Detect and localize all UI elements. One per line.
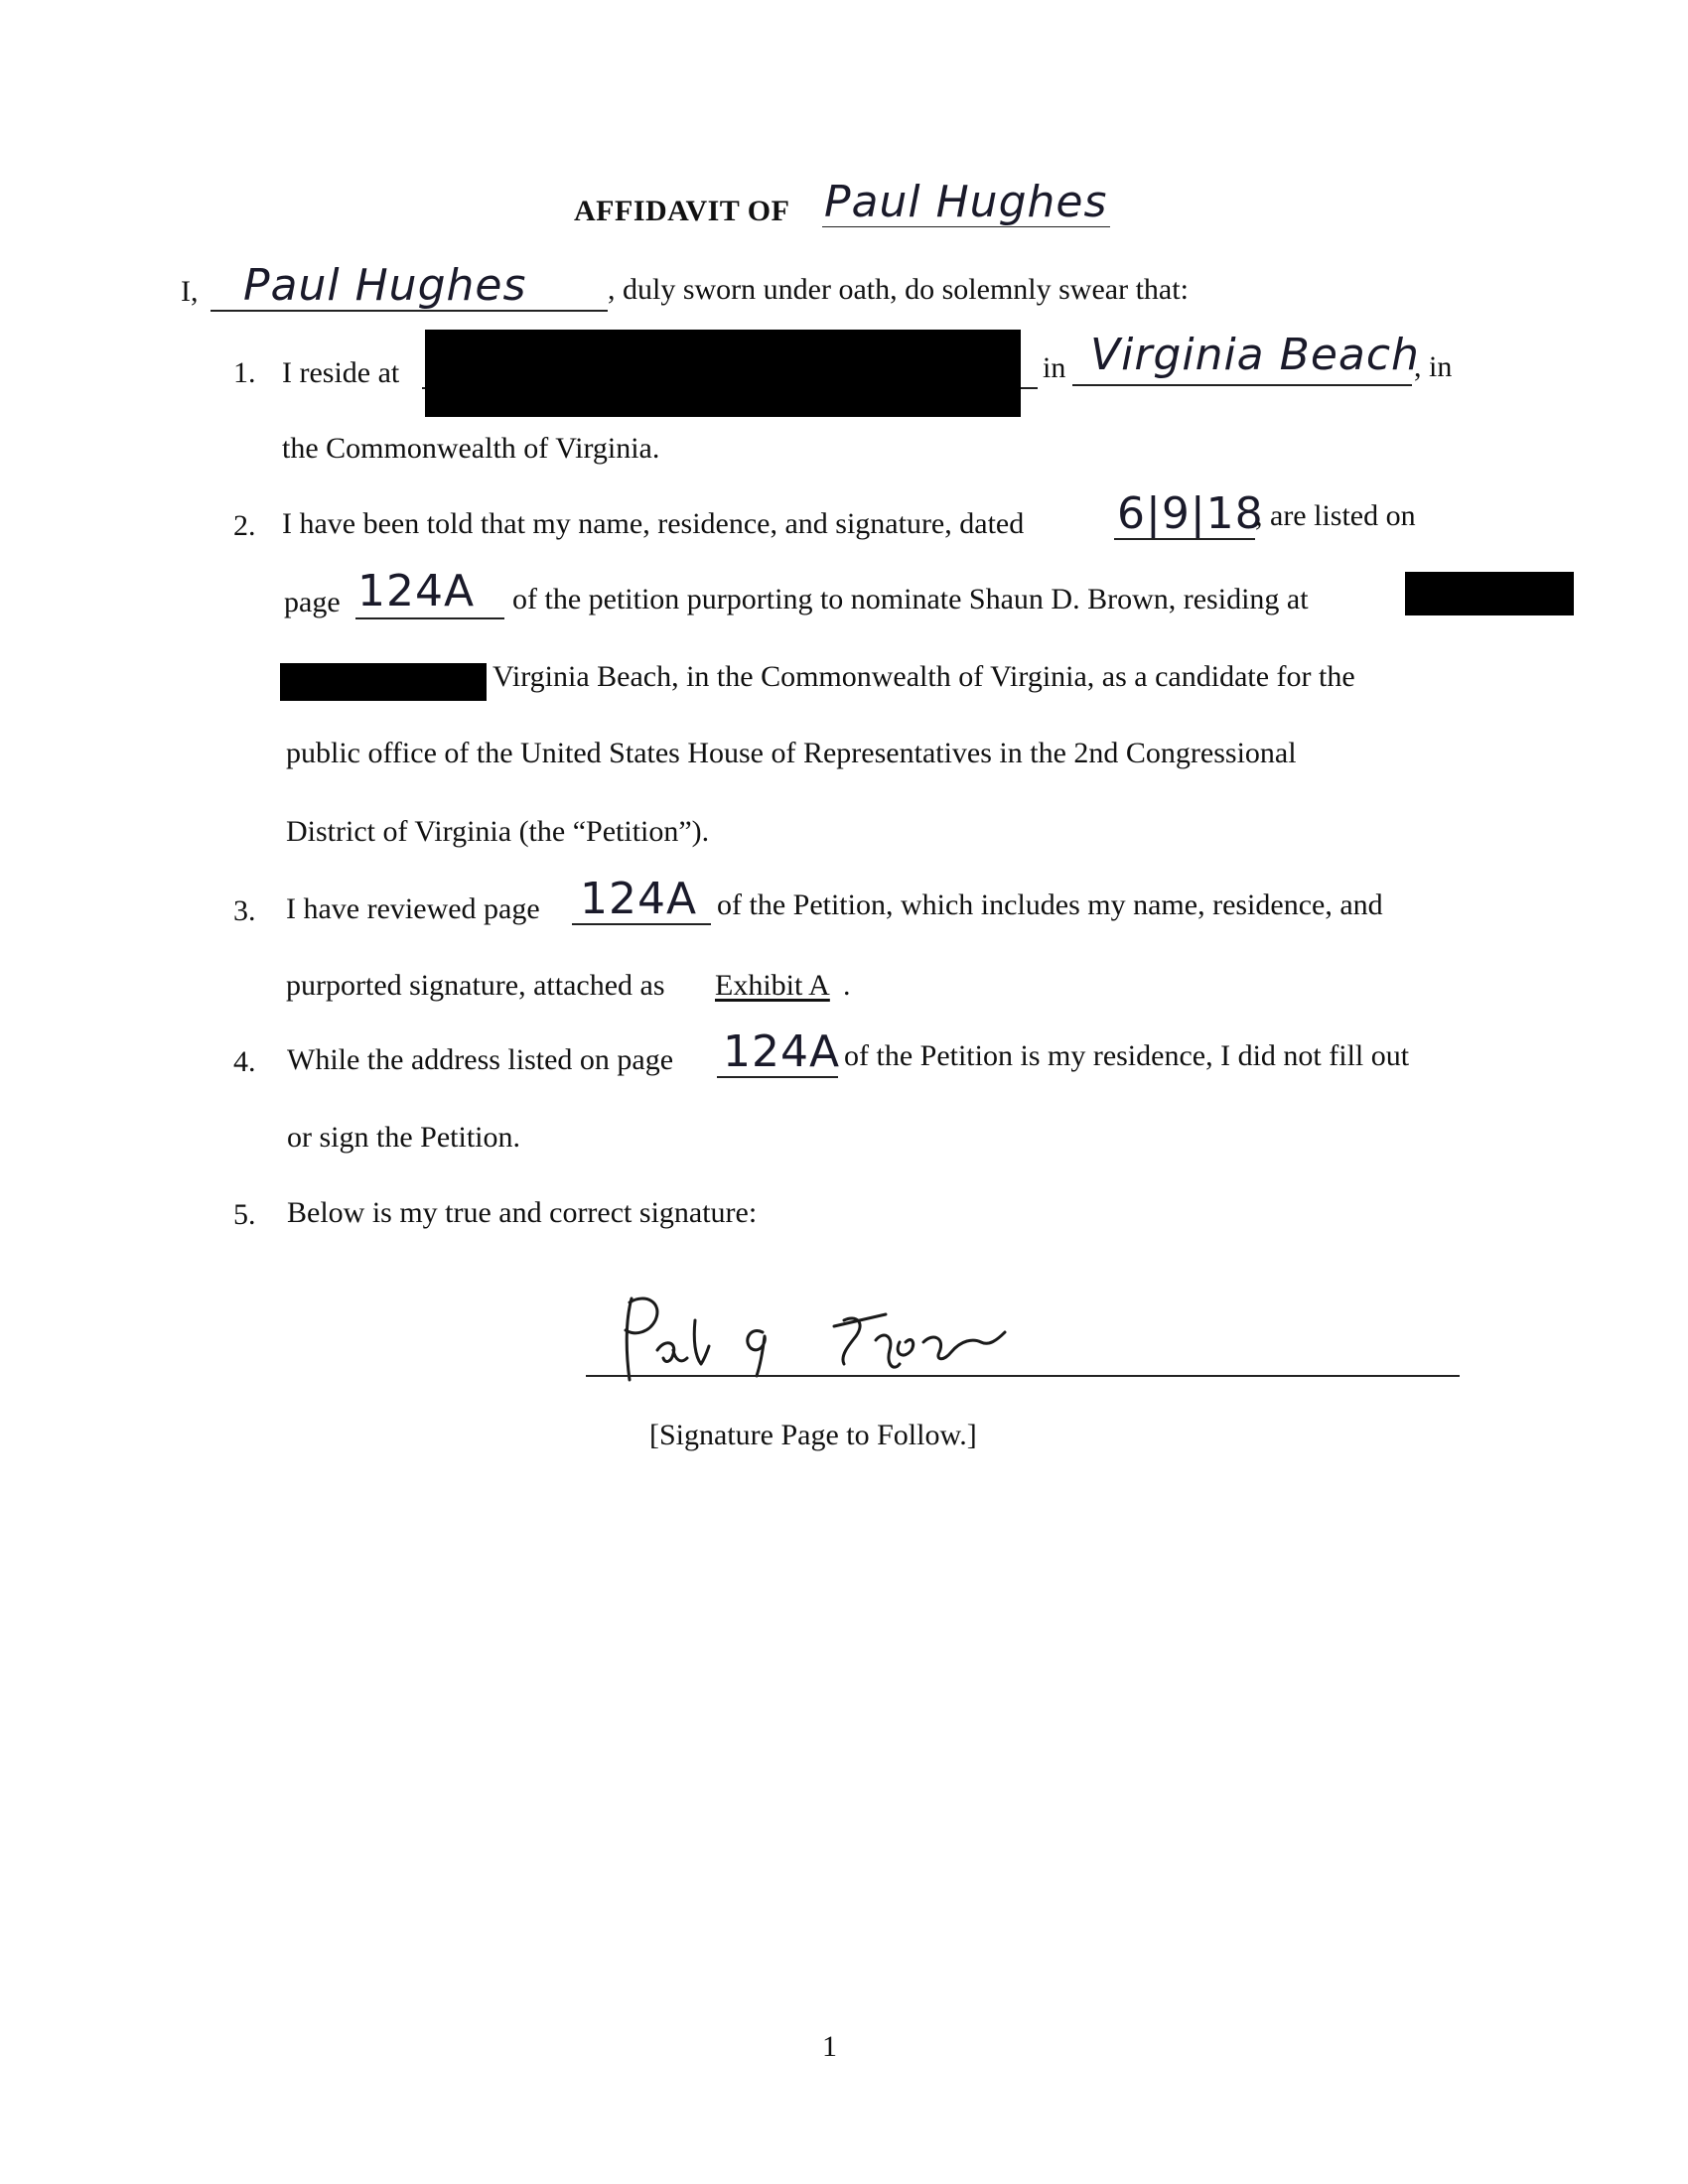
redacted-candidate-address-1 bbox=[1405, 572, 1574, 615]
item-2-number: 2. bbox=[233, 509, 256, 542]
item-2-date-underline bbox=[1114, 538, 1255, 540]
item-4-handwritten-page: 124A bbox=[723, 1026, 841, 1077]
item-1-text-b: in bbox=[1043, 351, 1066, 384]
item-2-handwritten-page: 124A bbox=[357, 566, 476, 616]
intro-handwritten-name: Paul Hughes bbox=[243, 260, 527, 311]
item-2-text-d: of the petition purporting to nominate Shaun D. Brown, residing at bbox=[512, 583, 1309, 615]
signature-note: [Signature Page to Follow.] bbox=[649, 1419, 977, 1451]
item-4-text-c: or sign the Petition. bbox=[287, 1121, 520, 1154]
affidavit-title: AFFIDAVIT OF bbox=[574, 195, 790, 227]
item-2-text-e: Virginia Beach, in the Commonwealth of Virginia, as a candidate for the bbox=[492, 660, 1355, 693]
item-2-text-a: I have been told that my name, residence, and signature, dated bbox=[282, 507, 1025, 540]
item-4-number: 4. bbox=[233, 1045, 256, 1078]
item-2-text-b: , are listed on bbox=[1255, 499, 1416, 532]
signature-line bbox=[586, 1375, 1460, 1377]
item-3-page-underline bbox=[572, 923, 711, 925]
item-1-city-underline bbox=[1072, 384, 1412, 386]
item-2-text-c: page bbox=[284, 586, 341, 618]
item-3-exhibit-reference: Exhibit A bbox=[715, 969, 830, 1002]
title-name-underline bbox=[822, 226, 1110, 227]
intro-name-underline bbox=[211, 310, 608, 312]
item-1-number: 1. bbox=[233, 356, 256, 389]
redacted-address bbox=[425, 330, 1021, 417]
redacted-candidate-address-2 bbox=[280, 663, 487, 701]
handwritten-signature bbox=[596, 1281, 1033, 1390]
item-3-text-a: I have reviewed page bbox=[286, 892, 540, 925]
item-4-text-b: of the Petition is my residence, I did not fill out bbox=[844, 1039, 1410, 1072]
item-1-handwritten-city: Virginia Beach bbox=[1090, 330, 1420, 380]
item-5-number: 5. bbox=[233, 1198, 256, 1231]
item-5-text-a: Below is my true and correct signature: bbox=[287, 1196, 758, 1229]
item-3-handwritten-page: 124A bbox=[580, 874, 698, 924]
item-1-text-a: I reside at bbox=[282, 356, 400, 389]
item-2-text-g: District of Virginia (the “Petition”). bbox=[286, 815, 710, 848]
item-3-text-d: . bbox=[843, 969, 851, 1002]
item-1-text-c: , in bbox=[1414, 350, 1453, 383]
item-3-number: 3. bbox=[233, 894, 256, 927]
page-number: 1 bbox=[822, 2030, 837, 2063]
intro-lead: I, bbox=[181, 275, 199, 308]
item-3-text-b: of the Petition, which includes my name, residence, and bbox=[717, 888, 1383, 921]
item-3-text-c: purported signature, attached as bbox=[286, 969, 665, 1002]
item-4-page-underline bbox=[717, 1076, 838, 1078]
item-1-text-d: the Commonwealth of Virginia. bbox=[282, 432, 660, 465]
item-2-handwritten-date: 6|9|18 bbox=[1117, 488, 1264, 539]
intro-text: , duly sworn under oath, do solemnly swear that: bbox=[608, 273, 1189, 306]
item-2-page-underline bbox=[355, 617, 504, 619]
item-4-text-a: While the address listed on page bbox=[287, 1043, 674, 1076]
item-2-text-f: public office of the United States House of Representatives in the 2nd Congressional bbox=[286, 737, 1297, 769]
title-handwritten-name: Paul Hughes bbox=[824, 177, 1108, 227]
